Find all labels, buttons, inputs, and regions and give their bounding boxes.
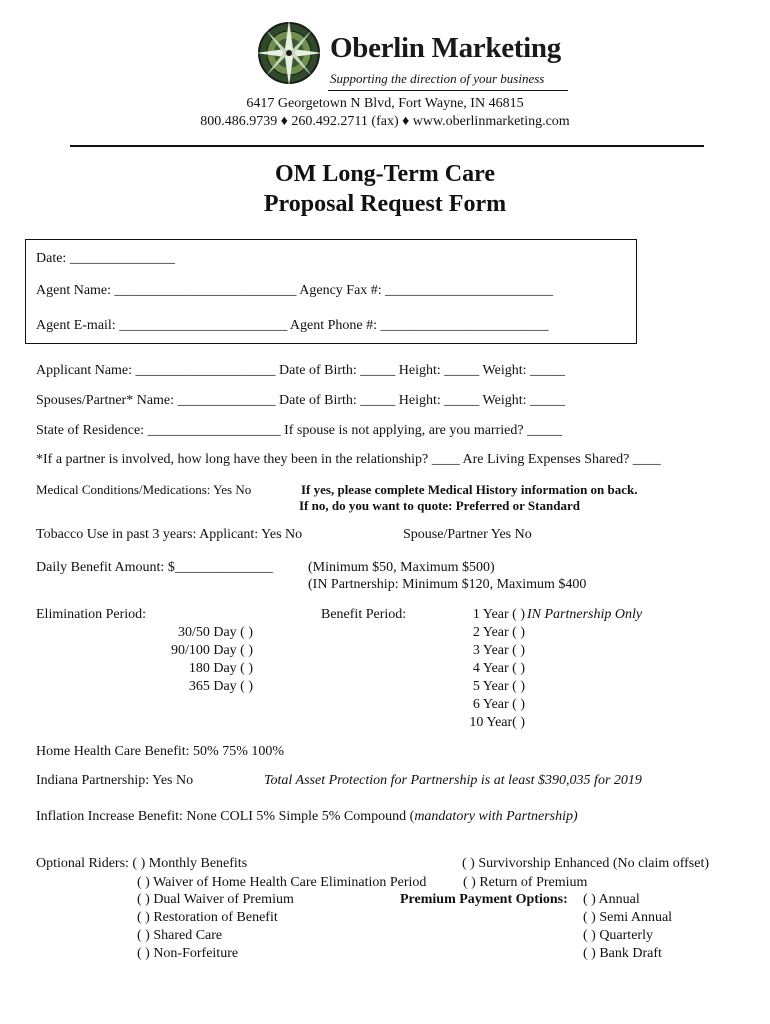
tobacco-applicant-field[interactable]: Tobacco Use in past 3 years: Applicant: Yes No <box>36 527 303 542</box>
tobacco-spouse-field[interactable]: Spouse/Partner Yes No <box>403 527 532 542</box>
daily-benefit-limits: (Minimum $50, Maximum $500) <box>308 560 495 575</box>
benefit-period-option[interactable]: 3 Year ( ) <box>472 643 525 658</box>
premium-option[interactable]: ( ) Semi Annual <box>583 910 673 925</box>
benefit-period-option[interactable]: 6 Year ( ) <box>472 697 525 712</box>
rider-return-premium[interactable]: ( ) Return of Premium <box>463 875 588 890</box>
premium-option[interactable]: ( ) Annual <box>583 892 640 907</box>
company-address: 6417 Georgetown N Blvd, Fort Wayne, IN 46815 <box>246 96 524 111</box>
elimination-period-label: Elimination Period: <box>36 607 147 622</box>
elimination-option[interactable]: 90/100 Day ( ) <box>170 643 253 658</box>
benefit-period-option[interactable]: 10 Year( ) <box>469 715 525 730</box>
benefit-period-option[interactable]: 2 Year ( ) <box>472 625 525 640</box>
medical-conditions-field[interactable]: Medical Conditions/Medications: Yes No <box>36 482 252 497</box>
compass-icon <box>254 18 324 88</box>
rider-option[interactable]: ( ) Dual Waiver of Premium <box>137 892 294 907</box>
rider-option[interactable]: ( ) Waiver of Home Health Care Elimination Period <box>137 875 427 890</box>
header-divider <box>70 145 704 147</box>
state-residence-field[interactable]: State of Residence: ___________________ If spouse is not applying, are you married? _____ <box>36 423 563 438</box>
tagline-underline <box>328 90 568 91</box>
date-field[interactable]: Date: _______________ <box>36 251 175 266</box>
agent-name-fax-field[interactable]: Agent Name: __________________________ Agency Fax #: ________________________ <box>36 283 554 298</box>
rider-option[interactable]: ( ) Restoration of Benefit <box>137 910 278 925</box>
home-health-benefit-field[interactable]: Home Health Care Benefit: 50% 75% 100% <box>36 744 285 759</box>
spouse-name-field[interactable]: Spouses/Partner* Name: ______________ Date of Birth: _____ Height: _____ Weight: _____ <box>36 393 566 408</box>
inflation-benefit-field[interactable] <box>36 809 578 825</box>
premium-option[interactable]: ( ) Quarterly <box>583 928 653 943</box>
agent-email-phone-field[interactable]: Agent E-mail: ________________________ Agent Phone #: ________________________ <box>36 318 549 333</box>
premium-payment-label: Premium Payment Options: <box>400 892 568 907</box>
elimination-option[interactable]: 365 Day ( ) <box>188 679 253 694</box>
company-name: Oberlin Marketing <box>330 32 561 64</box>
partnership-benefit-limits: (IN Partnership: Minimum $120, Maximum $400 <box>308 577 587 592</box>
rider-option[interactable]: ( ) Shared Care <box>137 928 223 943</box>
premium-option[interactable]: ( ) Bank Draft <box>583 946 662 961</box>
inflation-options[interactable]: Inflation Increase Benefit: None COLI 5% Simple 5% Compound ( <box>36 809 415 824</box>
form-title-line1: OM Long-Term Care <box>275 161 495 187</box>
daily-benefit-field[interactable]: Daily Benefit Amount: $______________ <box>36 560 273 575</box>
benefit-period-label: Benefit Period: <box>321 607 407 622</box>
rider-option[interactable]: ( ) Non-Forfeiture <box>137 946 239 961</box>
rider-monthly-benefits[interactable]: Optional Riders: ( ) Monthly Benefits <box>36 856 248 871</box>
elimination-option[interactable]: 180 Day ( ) <box>188 661 253 676</box>
asset-protection-note: Total Asset Protection for Partnership is at least $390,035 for 2019 <box>264 773 642 788</box>
company-logo <box>254 18 324 88</box>
benefit-period-option[interactable]: 4 Year ( ) <box>472 661 525 676</box>
partnership-only-note: IN Partnership Only <box>527 607 643 622</box>
applicant-name-field[interactable]: Applicant Name: ____________________ Date of Birth: _____ Height: _____ Weight: _____ <box>36 363 565 378</box>
medical-history-note: If yes, please complete Medical History information on back. <box>301 482 638 497</box>
company-contact: 800.486.9739 ♦ 260.492.2711 (fax) ♦ www.oberlinmarketing.com <box>200 114 570 129</box>
elimination-option[interactable]: 30/50 Day ( ) <box>177 625 253 640</box>
inflation-mandatory-note: mandatory with Partnership) <box>414 809 578 824</box>
benefit-period-option[interactable]: 1 Year ( ) <box>472 607 525 622</box>
form-title-line2: Proposal Request Form <box>263 191 507 217</box>
company-tagline: Supporting the direction of your business <box>330 71 545 86</box>
rider-survivorship[interactable]: ( ) Survivorship Enhanced (No claim offset) <box>462 856 710 871</box>
indiana-partnership-field[interactable]: Indiana Partnership: Yes No <box>36 773 194 788</box>
partner-relationship-field[interactable]: *If a partner is involved, how long have they been in the relationship? ____ Are Living Expenses Shared? ____ <box>36 452 661 467</box>
quote-preference-field[interactable]: If no, do you want to quote: Preferred or Standard <box>299 498 580 513</box>
benefit-period-option[interactable]: 5 Year ( ) <box>472 679 525 694</box>
